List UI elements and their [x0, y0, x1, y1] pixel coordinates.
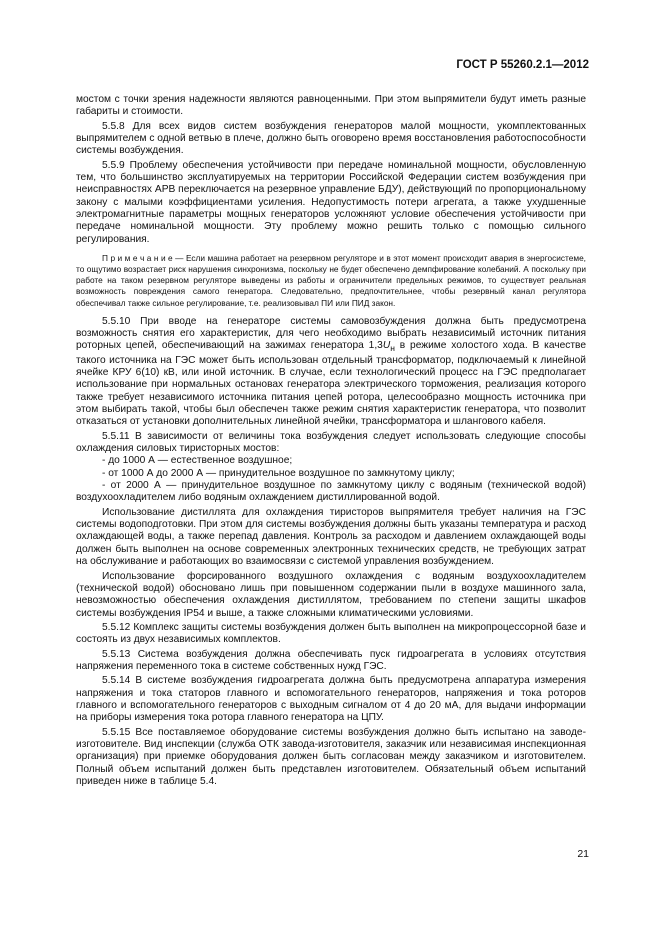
paragraph-5-5-12: 5.5.12 Комплекс защиты системы возбуждения должен быть выполнен на микропроцессорной базе и состоять из двух независимых комплектов. — [76, 621, 586, 646]
paragraph-5-5-13: 5.5.13 Система возбуждения должна обеспечивать пуск гидроагрегата в условиях отсутствия напряжения переменного тока в системе собственных нужд ГЭС. — [76, 648, 586, 672]
paragraph-5-5-8: 5.5.8 Для всех видов систем возбуждения генераторов малой мощности, укомплектованных выпрямителем с одной ветвью в плече, должно быть оговорено время восстановления работоспособности системы возбуждения. — [76, 120, 586, 157]
paragraph-5-5-14: 5.5.14 В системе возбуждения гидроагрегата должна быть предусмотрена аппаратура измерения напряжения и тока статоров главного и вспомогательного генераторов, напряжения и тока роторов главного и вспомогательного генераторов с выходным сигналом от 4 до 20 мА, для выдачи информации на приборы измерения тока ротора главного генератора на ЦПУ. — [76, 675, 586, 724]
paragraph-distillate: Использование дистиллята для охлаждения тиристоров выпрямителя требует наличия на ГЭС системы водоподготовки. При этом для системы возбуждения должны быть указаны температура и расход охлаждающей воды, а также перепад давления. Контроль за расходом и давлением охлаждающей воды должен быть выполнен на основе современных электронных технических средств, не требующих затрат на обслуживание и работающих во взаимосвязи с системой управления возбуждением. — [76, 506, 586, 568]
standard-header: ГОСТ Р 55260.2.1—2012 — [456, 59, 589, 71]
document-body — [76, 94, 586, 788]
list-item: - от 1000 А до 2000 А — принудительное воздушное по замкнутому циклу; — [102, 467, 455, 479]
voltage-subscript: н — [390, 343, 395, 354]
paragraph-5-5-10-part-b: в режиме холостого хода. В качестве такого источника на ГЭС может быть использован отдельный трансформатор, подключаемый к линейной ячейке КРУ 6(10) кВ, или иной источник. В случае, если технологический процесс на ГЭС предполагает использование при нормальных остановах генератора электрического торможения, реализация которого также требует независимого источника питания цепей ротора, целесообразно мощность источника при этом выбирать такой, чтобы был обеспечен также режим снятия характеристик генератора, что позволит отказаться от установки дополнительных линейной ячейки, трансформатора и шлангового кабеля. — [76, 340, 586, 428]
note-paragraph: П р и м е ч а н и е — Если машина работает на резервном регуляторе и в этот момент происходит авария в энергосистеме, то ощутимо возрастает риск нарушения синхронизма, поскольку не будет обеспечено демпфирование колебаний. А поскольку при работе на таком резервном регуляторе выведены из работы и ограничители предельных режимов, то существует реальная возможность повреждения самого генератора. Следовательно, предпочтительнее, чтобы резервный канал регулятора обеспечивал также сильное регулирование, т.е. реализовывал ПИ или ПИД закон. — [76, 253, 586, 308]
paragraph-5-5-10 — [76, 316, 586, 429]
list-item: - от 2000 А — принудительное воздушное по замкнутому циклу с водяным (технической водой) воздухоохладителем либо водяным охлаждением дистиллированной водой. — [76, 480, 586, 504]
page-number: 21 — [577, 848, 589, 860]
paragraph-5-5-9: 5.5.9 Проблему обеспечения устойчивости при передаче номинальной мощности, обусловленную тем, что большинство эксплуатируемых на территории Российской Федерации систем возбуждения при неисправностях АРВ переключается на резервное управление БДУ), действующий по пропорциональному закону с малыми коэффициентами усиления. Недопустимость потери агрегата, а также ухудшенные электромагнитные параметры мощных генераторов усложняют условие обеспечения устойчивости при передаче номинальной мощности. Эту проблему можно решить только с помощью сильного регулирования. — [76, 159, 586, 245]
paragraph-continuation: мостом с точки зрения надежности являются равноценными. При этом выпрямители будут иметь разные габариты и стоимости. — [76, 94, 586, 118]
paragraph-5-5-15: 5.5.15 Все поставляемое оборудование системы возбуждения должно быть испытано на заводе-изготовителе. Вид инспекции (служба ОТК завода-изготовителя, заказчик или независимая инспекционная организация) при приемке оборудования должен быть согласован между заказчиком и изготовителем. Полный объем испытаний должен быть представлен изготовителем. Обязательный объем испытаний приведен ниже в таблице 5.4. — [76, 726, 586, 787]
voltage-symbol: U — [382, 340, 391, 352]
paragraph-5-5-10-part-a: 5.5.10 При вводе на генераторе системы самовозбуждения должна быть предусмотрена возможность снятия его характеристик, для чего необходимо выбрать независимый источник питания роторных цепей, обеспечивающий на зажимах генератора 1,3 — [76, 315, 586, 352]
paragraph-5-5-11: 5.5.11 В зависимости от величины тока возбуждения следует использовать следующие способы охлаждения силовых тиристорных мостов: — [76, 430, 586, 455]
paragraph-forced-air: Использование форсированного воздушного охлаждения с водяным воздухоохладителем (технической водой) обосновано лишь при повышенном содержании пыли в воздухе машинного зала, невозможностью обеспечения охлаждения дистиллятом, требованием по степени защиты шкафов системы возбуждения IP54 и выше, а также сложными климатическими условиями. — [76, 570, 586, 619]
list-item: - до 1000 А — естественное воздушное; — [102, 455, 293, 467]
